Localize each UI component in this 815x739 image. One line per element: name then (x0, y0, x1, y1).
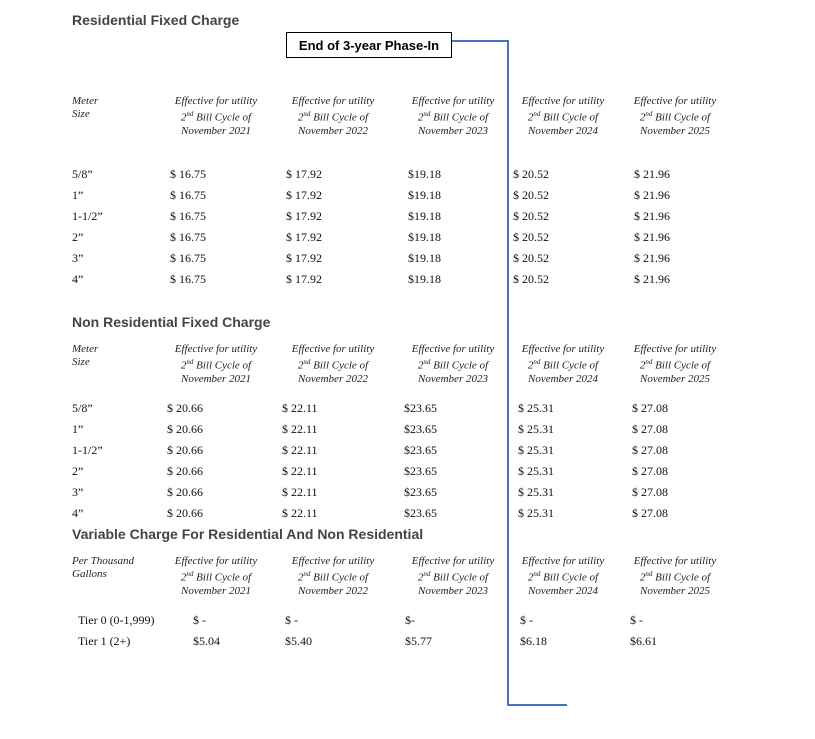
column-header-line: November 2022 (298, 372, 368, 385)
column-header (393, 343, 513, 386)
rate-value-cell: $19.18 (408, 209, 441, 223)
rate-value-cell: $ 21.96 (634, 188, 670, 202)
row-label-header-line: Gallons (72, 568, 107, 580)
column-header (503, 555, 623, 598)
column-header-line: 2nd Bill Cycle of (180, 570, 252, 584)
rate-value-cell: $ 27.08 (632, 401, 668, 415)
column-header-line: 2nd Bill Cycle of (297, 358, 369, 372)
column-header-line: November 2024 (528, 372, 598, 385)
rate-value-cell: $ 17.92 (286, 272, 322, 286)
column-header-line: Effective for utility (174, 95, 258, 107)
rate-value-cell: $- (405, 613, 415, 627)
column-header (503, 95, 623, 138)
row-label-header-line: Size (72, 356, 90, 368)
rate-value-cell: $ 21.96 (634, 167, 670, 181)
column-header-line: Effective for utility (521, 95, 605, 107)
column-header-line: 2nd Bill Cycle of (639, 358, 711, 372)
rate-value-cell: $ 20.52 (513, 209, 549, 223)
column-header-line: Effective for utility (174, 343, 258, 355)
rate-value-cell: $ 21.96 (634, 251, 670, 265)
rate-value-cell: $ - (193, 613, 206, 627)
rate-value-cell: $ 20.66 (167, 464, 203, 478)
rate-value-cell: $ 20.52 (513, 167, 549, 181)
rate-value-cell: $ 16.75 (170, 167, 206, 181)
column-header-line: Effective for utility (521, 555, 605, 567)
column-header-line: Effective for utility (291, 555, 375, 567)
rate-value-cell: $ - (520, 613, 533, 627)
rate-value-cell: $ - (630, 613, 643, 627)
rate-value-cell: $ 20.52 (513, 251, 549, 265)
meter-size-cell: 1” (72, 188, 84, 202)
row-label-header-line: Meter (72, 95, 99, 107)
column-header-line: November 2022 (298, 124, 368, 137)
rate-value-cell: $23.65 (404, 401, 437, 415)
rate-value-cell: $ 25.31 (518, 422, 554, 436)
phase-in-bracket-top (452, 40, 509, 42)
rate-value-cell: $23.65 (404, 443, 437, 457)
rate-value-cell: $ 22.11 (282, 422, 318, 436)
column-header-line: November 2021 (181, 584, 251, 597)
column-header (393, 95, 513, 138)
rate-value-cell: $23.65 (404, 485, 437, 499)
rate-value-cell: $ 17.92 (286, 230, 322, 244)
phase-in-bracket-bottom (507, 704, 567, 706)
rate-value-cell: $23.65 (404, 506, 437, 520)
rate-value-cell: $ 17.92 (286, 188, 322, 202)
column-header-line: 2nd Bill Cycle of (417, 358, 489, 372)
column-header (615, 343, 735, 386)
column-header (503, 343, 623, 386)
rate-value-cell: $ 20.52 (513, 272, 549, 286)
column-header-line: 2nd Bill Cycle of (297, 570, 369, 584)
meter-size-cell: 1-1/2” (72, 443, 103, 457)
rate-value-cell: $ 27.08 (632, 443, 668, 457)
rate-value-cell: $ 22.11 (282, 443, 318, 457)
column-header-line: 2nd Bill Cycle of (527, 110, 599, 124)
column-header (156, 343, 276, 386)
meter-size-cell: 1-1/2” (72, 209, 103, 223)
rate-value-cell: $ 22.11 (282, 464, 318, 478)
meter-size-cell: 2” (72, 230, 84, 244)
column-header-line: November 2022 (298, 584, 368, 597)
tier-label: Tier 1 (2+) (78, 634, 131, 648)
rate-value-cell: $6.18 (520, 634, 547, 648)
column-header-line: Effective for utility (291, 95, 375, 107)
row-label-header-line: Per Thousand (72, 555, 135, 567)
rate-value-cell: $ 17.92 (286, 209, 322, 223)
column-header (156, 95, 276, 138)
rate-value-cell: $23.65 (404, 422, 437, 436)
rate-value-cell: $19.18 (408, 167, 441, 181)
rate-value-cell: $ 27.08 (632, 422, 668, 436)
rate-value-cell: $ 20.66 (167, 506, 203, 520)
meter-size-cell: 4” (72, 506, 84, 520)
rate-value-cell: $5.04 (193, 634, 220, 648)
rate-value-cell: $ 22.11 (282, 401, 318, 415)
rate-value-cell: $ 27.08 (632, 464, 668, 478)
column-header-line: November 2025 (640, 584, 710, 597)
column-header-line: 2nd Bill Cycle of (639, 110, 711, 124)
row-label-header-line: Meter (72, 343, 99, 355)
column-header (393, 555, 513, 598)
rate-value-cell: $5.40 (285, 634, 312, 648)
column-header-line: November 2023 (418, 124, 488, 137)
rate-value-cell: $ 16.75 (170, 251, 206, 265)
rate-value-cell: $19.18 (408, 251, 441, 265)
rate-value-cell: $ 27.08 (632, 506, 668, 520)
variable-section-title: Variable Charge For Residential And Non Residential (72, 526, 424, 542)
rate-value-cell: $ 20.52 (513, 188, 549, 202)
column-header (156, 555, 276, 598)
column-header-line: November 2021 (181, 372, 251, 385)
non-residential-section-title: Non Residential Fixed Charge (72, 314, 271, 330)
rate-value-cell: $19.18 (408, 272, 441, 286)
rate-value-cell: $ 16.75 (170, 209, 206, 223)
row-label-header-line: Size (72, 108, 90, 120)
rate-value-cell: $19.18 (408, 188, 441, 202)
phase-in-label: End of 3-year Phase-In (286, 32, 452, 58)
column-header-line: November 2023 (418, 584, 488, 597)
rate-value-cell: $ 21.96 (634, 230, 670, 244)
column-header-line: November 2025 (640, 372, 710, 385)
rate-value-cell: $ 16.75 (170, 272, 206, 286)
column-header (615, 555, 735, 598)
column-header-line: Effective for utility (411, 343, 495, 355)
column-header-line: Effective for utility (291, 343, 375, 355)
meter-size-cell: 1” (72, 422, 84, 436)
column-header-line: Effective for utility (174, 555, 258, 567)
column-header-line: 2nd Bill Cycle of (639, 570, 711, 584)
rate-value-cell: $ 22.11 (282, 506, 318, 520)
column-header-line: November 2025 (640, 124, 710, 137)
residential-section-title: Residential Fixed Charge (72, 12, 240, 28)
column-header-line: 2nd Bill Cycle of (527, 570, 599, 584)
column-header-line: Effective for utility (633, 343, 717, 355)
column-header-line: 2nd Bill Cycle of (417, 570, 489, 584)
meter-size-cell: 2” (72, 464, 84, 478)
column-header-line: 2nd Bill Cycle of (417, 110, 489, 124)
rate-value-cell: $ 27.08 (632, 485, 668, 499)
rate-value-cell: $ 16.75 (170, 188, 206, 202)
rate-value-cell: $ 25.31 (518, 443, 554, 457)
rate-value-cell: $5.77 (405, 634, 432, 648)
meter-size-cell: 3” (72, 251, 84, 265)
column-header-line: 2nd Bill Cycle of (180, 110, 252, 124)
column-header-line: 2nd Bill Cycle of (297, 110, 369, 124)
rate-value-cell: $ 25.31 (518, 506, 554, 520)
column-header-line: Effective for utility (411, 95, 495, 107)
rate-value-cell: $ 25.31 (518, 464, 554, 478)
rate-value-cell: $ - (285, 613, 298, 627)
column-header-line: Effective for utility (521, 343, 605, 355)
non-residential-row-label-header (72, 343, 98, 369)
column-header-line: Effective for utility (633, 95, 717, 107)
meter-size-cell: 5/8” (72, 401, 93, 415)
tier-label: Tier 0 (0-1,999) (78, 613, 155, 627)
column-header-line: November 2024 (528, 124, 598, 137)
rate-value-cell: $ 21.96 (634, 209, 670, 223)
meter-size-cell: 5/8” (72, 167, 93, 181)
column-header (615, 95, 735, 138)
column-header-line: November 2023 (418, 372, 488, 385)
rate-value-cell: $ 20.66 (167, 422, 203, 436)
rate-value-cell: $ 17.92 (286, 251, 322, 265)
rate-value-cell: $ 20.66 (167, 401, 203, 415)
rate-value-cell: $ 20.66 (167, 443, 203, 457)
column-header (273, 343, 393, 386)
rate-value-cell: $ 16.75 (170, 230, 206, 244)
meter-size-cell: 4” (72, 272, 84, 286)
column-header-line: November 2021 (181, 124, 251, 137)
rate-value-cell: $ 25.31 (518, 485, 554, 499)
meter-size-cell: 3” (72, 485, 84, 499)
rate-value-cell: $ 20.52 (513, 230, 549, 244)
variable-row-label-header (72, 555, 134, 581)
residential-row-label-header (72, 95, 98, 121)
rate-value-cell: $ 17.92 (286, 167, 322, 181)
rate-value-cell: $19.18 (408, 230, 441, 244)
rate-value-cell: $6.61 (630, 634, 657, 648)
rate-value-cell: $ 21.96 (634, 272, 670, 286)
column-header (273, 555, 393, 598)
column-header-line: 2nd Bill Cycle of (180, 358, 252, 372)
column-header-line: 2nd Bill Cycle of (527, 358, 599, 372)
rate-value-cell: $ 22.11 (282, 485, 318, 499)
rate-value-cell: $ 20.66 (167, 485, 203, 499)
column-header-line: November 2024 (528, 584, 598, 597)
column-header-line: Effective for utility (633, 555, 717, 567)
column-header-line: Effective for utility (411, 555, 495, 567)
rate-value-cell: $23.65 (404, 464, 437, 478)
rate-value-cell: $ 25.31 (518, 401, 554, 415)
column-header (273, 95, 393, 138)
